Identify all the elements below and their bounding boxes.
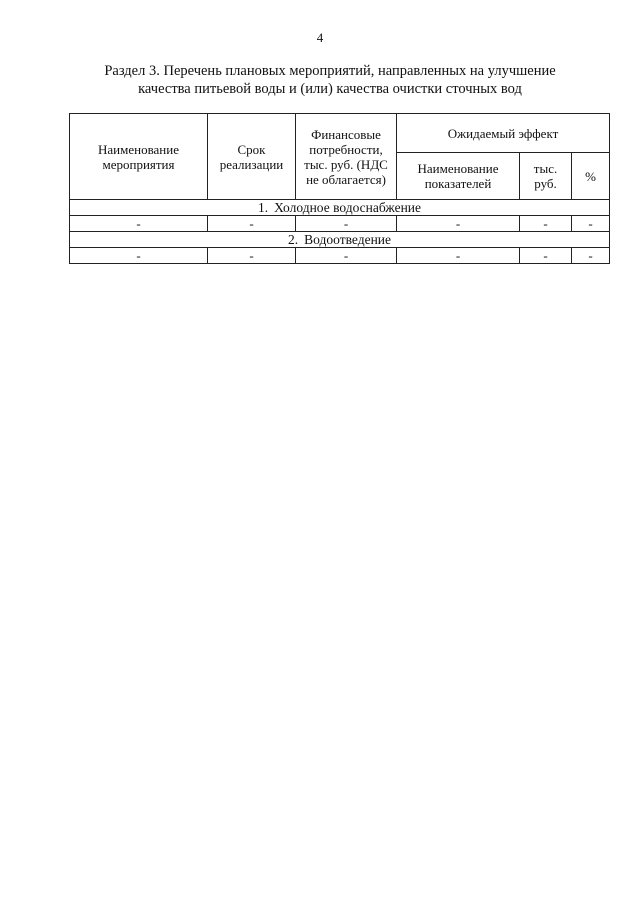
cell-percent: -: [572, 248, 610, 264]
cell-measure: -: [70, 248, 208, 264]
section-number: 1.: [258, 200, 269, 215]
cell-indicator: -: [397, 248, 520, 264]
header-thousand-rub: тыс. руб.: [520, 153, 572, 200]
cell-measure: -: [70, 216, 208, 232]
section-title: [60, 62, 600, 98]
header-percent: %: [572, 153, 610, 200]
section-name: Водоотведение: [304, 232, 392, 247]
cell-thousand-rub: -: [520, 248, 572, 264]
cell-term: -: [208, 248, 296, 264]
cell-thousand-rub: -: [520, 216, 572, 232]
header-indicator-name: Наименование показателей: [397, 153, 520, 200]
cell-indicator: -: [397, 216, 520, 232]
section-row-cold-water: [70, 200, 610, 216]
cell-finance: -: [296, 216, 397, 232]
cell-finance: -: [296, 248, 397, 264]
section-row-wastewater: [70, 232, 610, 248]
measures-table: [69, 113, 610, 264]
section-title-line-2: качества питьевой воды и (или) качества очистки сточных вод: [138, 81, 522, 97]
header-term: Срок реализации: [208, 114, 296, 200]
table-row: [70, 248, 610, 264]
table-header-row: [70, 114, 610, 153]
cell-percent: -: [572, 216, 610, 232]
section-number: 2.: [288, 232, 299, 247]
header-expected-effect: Ожидаемый эффект: [397, 114, 610, 153]
section-title-line-1: Раздел 3. Перечень плановых мероприятий, направленных на улучшение: [104, 63, 556, 79]
cell-term: -: [208, 216, 296, 232]
header-finance: Финансовые потребности, тыс. руб. (НДС не облагается): [296, 114, 397, 200]
table-row: [70, 216, 610, 232]
header-measure-name: Наименование мероприятия: [70, 114, 208, 200]
section-name: Холодное водоснабжение: [274, 200, 422, 215]
page-number: 4: [316, 30, 324, 45]
